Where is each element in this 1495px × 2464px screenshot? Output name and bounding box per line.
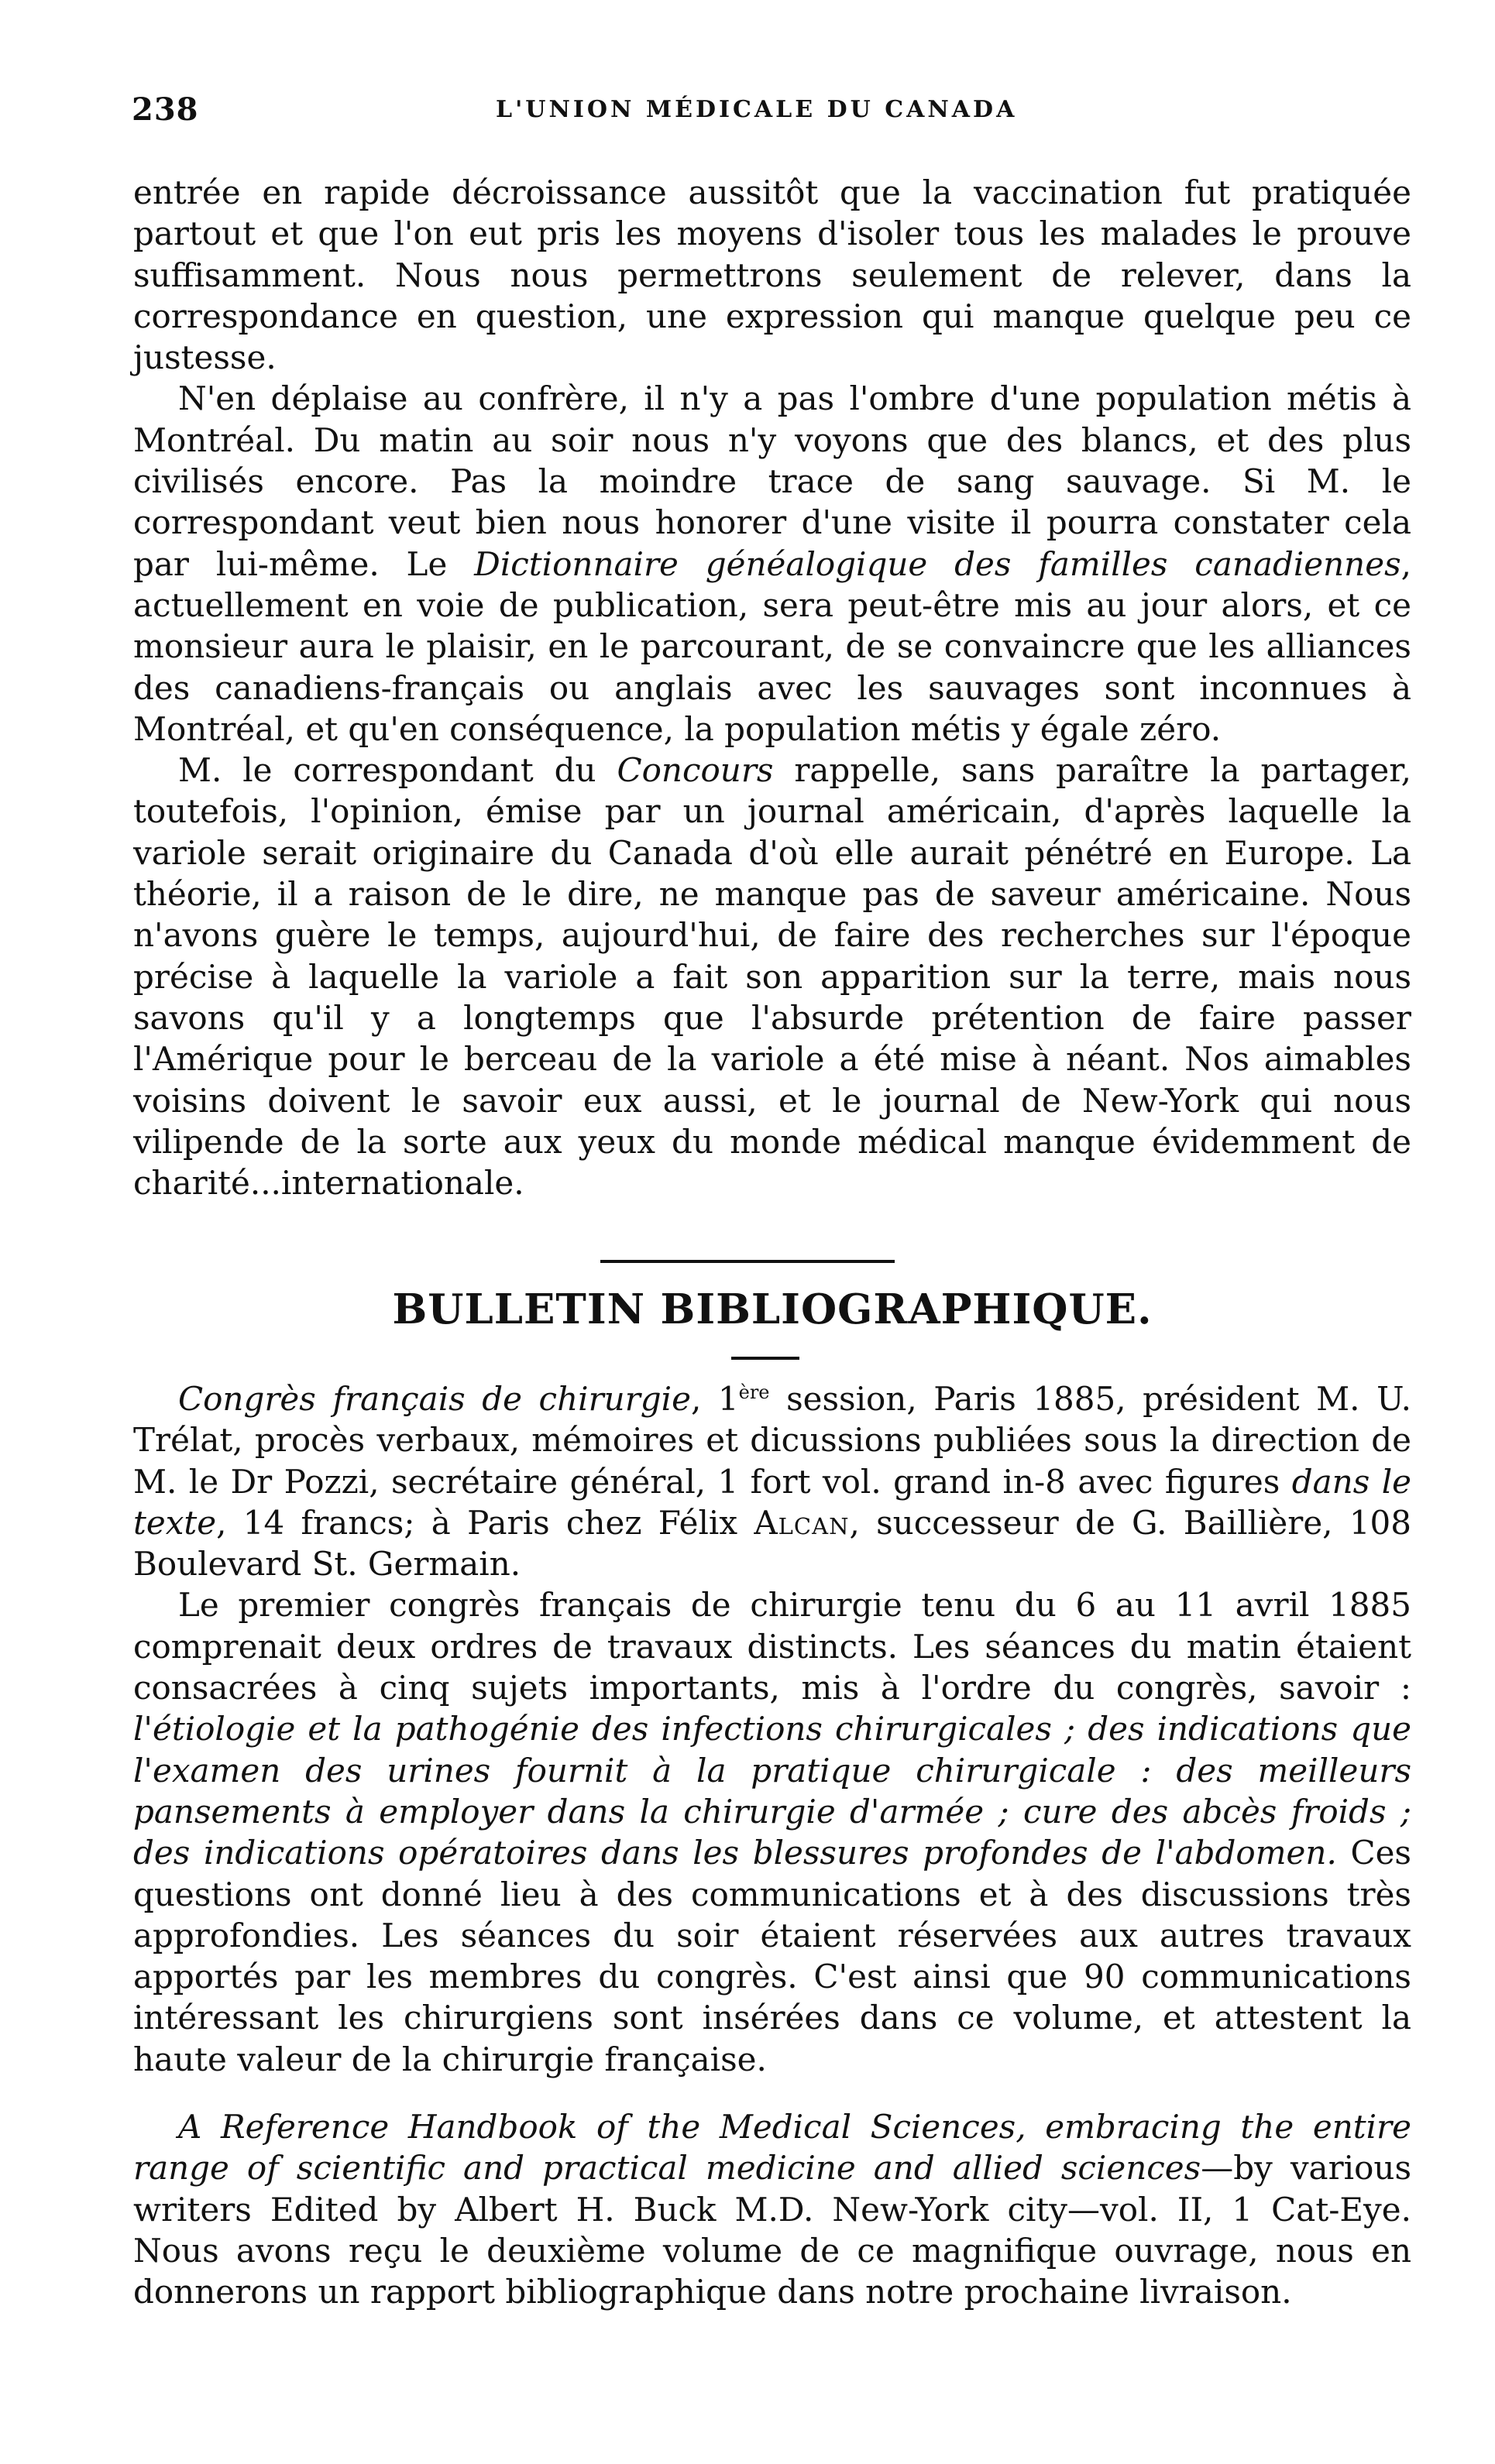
bibliography-entry-2 [133, 2106, 1411, 2312]
article-paragraph-3-text-b: rappelle, sans paraître la partager, toutefois, l'opinion, émise par un journal américain, d'après laquelle la variole serait originaire du Canada d'où elle aurait pénétré en Europe. La théorie, il a raison de le dire, ne manque pas de saveur américaine. Nous n'avons guère le temps, aujourd'hui, de faire des recherches sur l'époque précise à laquelle la variole a fait son apparition sur la terre, mais nous savons qu'il y a longtemps que l'absurde prétention de faire passer l'Amérique pour le berceau de la variole a été mise à néant. Nos aimables voisins doivent le savoir eux aussi, et le journal de New-York qui nous vilipende de la sorte aux yeux du monde médical manque évidemment de charité...internationale. [133, 751, 1412, 1203]
dictionary-title: Dictionnaire généalogique des familles canadiennes [474, 544, 1401, 583]
entry-2-title: A Reference Handbook of the Medical Sciences, embracing the entire range of scientific and practical medicine and allied sciences [133, 2108, 1411, 2188]
section-divider [600, 1260, 895, 1263]
entry-1-citation: Congrès français de chirurgie, 1ère session, Paris 1885, président M. U. Trélat, procès verbaux, mémoires et dicussions publiées sous la direction de M. le Dr Pozzi, secrétaire général, 1 fort vol. grand in-8 avec figures dans le texte, 14 francs; à Paris chez Félix Alcan, successeur de G. Baillière, 108 Boulevard St. Germain. [133, 1380, 1411, 1584]
section-heading: BULLETIN BIBLIOGRAPHIQUE. [392, 1285, 1153, 1333]
concours-title: Concours [617, 751, 774, 790]
heading-underline [731, 1357, 799, 1360]
entry-1-title: Congrès français de chirurgie [178, 1380, 691, 1418]
entry-1-ordinal-suffix: ère [738, 1381, 770, 1403]
article-paragraph-2 [133, 378, 1411, 750]
article-paragraph-3 [133, 750, 1411, 1203]
article-paragraph-2-text-b: , actuellement en voie de publication, sera peut-être mis au jour alors, et ce monsieur aura le plaisir, en le parcourant, de se convaincre que les alliances des canadiens-français ou anglais avec les sauvages sont inconnues à Montréal, et qu'en conséquence, la population métis y égale zéro. [133, 544, 1411, 748]
bibliography-entry-1 [133, 1378, 1411, 2080]
entry-1-review [133, 1584, 1411, 2080]
entry-1-review-topics: l'étiologie et la pathogénie des infections chirurgicales ; des indications que l'examen des urines fournit à la pratique chirurgicale : des meilleurs pansements à employer dans la chirurgie d'armée ; cure des abcès froids ; des indications opératoires dans les blessures profondes de l'abdomen. [133, 1710, 1411, 1872]
running-head [116, 91, 1425, 146]
entry-1-italic-note: dans le texte [133, 1462, 1411, 1542]
page-number: 238 [132, 91, 199, 128]
entry-1-text-a: session, Paris 1885, président M. U. Trélat, procès verbaux, mémoires et dicussions publiées sous la direction de M. le Dr Pozzi, secrétaire général, 1 fort vol. grand in-8 avec figures [133, 1380, 1411, 1501]
article-paragraph-1: entrée en rapide décroissance aussitôt que la vaccination fut pratiquée partout et que l'on eut pris les moyens d'isoler tous les malades le prouve suffisamment. Nous nous permettrons seulement de relever, dans la correspondance en question, une expression qui manque quelque peu ce justesse. [133, 173, 1411, 377]
article-paragraph-2-text-a: N'en déplaise au confrère, il n'y a pas l'ombre d'une population métis à Montréal. Du matin au soir nous n'y voyons que des blancs, et des plus civilisés encore. Pas la moindre trace de sang sauvage. Si M. le correspondant veut bien nous honorer d'une visite il pourra constater cela par lui-même. Le [133, 379, 1411, 583]
entry-2-citation [133, 2106, 1411, 2312]
entry-1-review-b: Ces questions ont donné lieu à des communications et à des discussions très approfondies. Les séances du soir étaient réservées aux autres travaux apportés par les membres du congrès. C'est ainsi que 90 communications intéressant les chirurgiens sont insérées dans ce volume, et attestent la haute valeur de la chirurgie française. [133, 1834, 1411, 2078]
article-paragraph-3-text-a: M. le correspondant du [178, 751, 617, 790]
entry-1-publisher: Alcan [754, 1503, 850, 1542]
entry-2-text: —by various writers Edited by Albert H. Buck M.D. New-York city—vol. II, 1 Cat-Eye. Nous avons reçu le deuxième volume de ce magnifique ouvrage, nous en donnerons un rapport bibliographique dans notre prochaine livraison. [133, 2149, 1411, 2311]
entry-1-review-a: Le premier congrès français de chirurgie tenu du 6 au 11 avril 1885 comprenait deux ordres de travaux distincts. Les séances du matin étaient consacrées à cinq sujets importants, mis à l'ordre du congrès, savoir : [133, 1586, 1411, 1707]
journal-title: L'UNION MÉDICALE DU CANADA [496, 96, 1018, 123]
entry-1-text-b: , 14 francs; à Paris chez Félix [216, 1503, 754, 1542]
entry-1-text-c: , successeur de G. Baillière, 108 Boulevard St. Germain. [133, 1503, 1411, 1584]
article-continuation [133, 172, 1411, 1203]
entry-1-ordinal: 1 [717, 1380, 739, 1418]
